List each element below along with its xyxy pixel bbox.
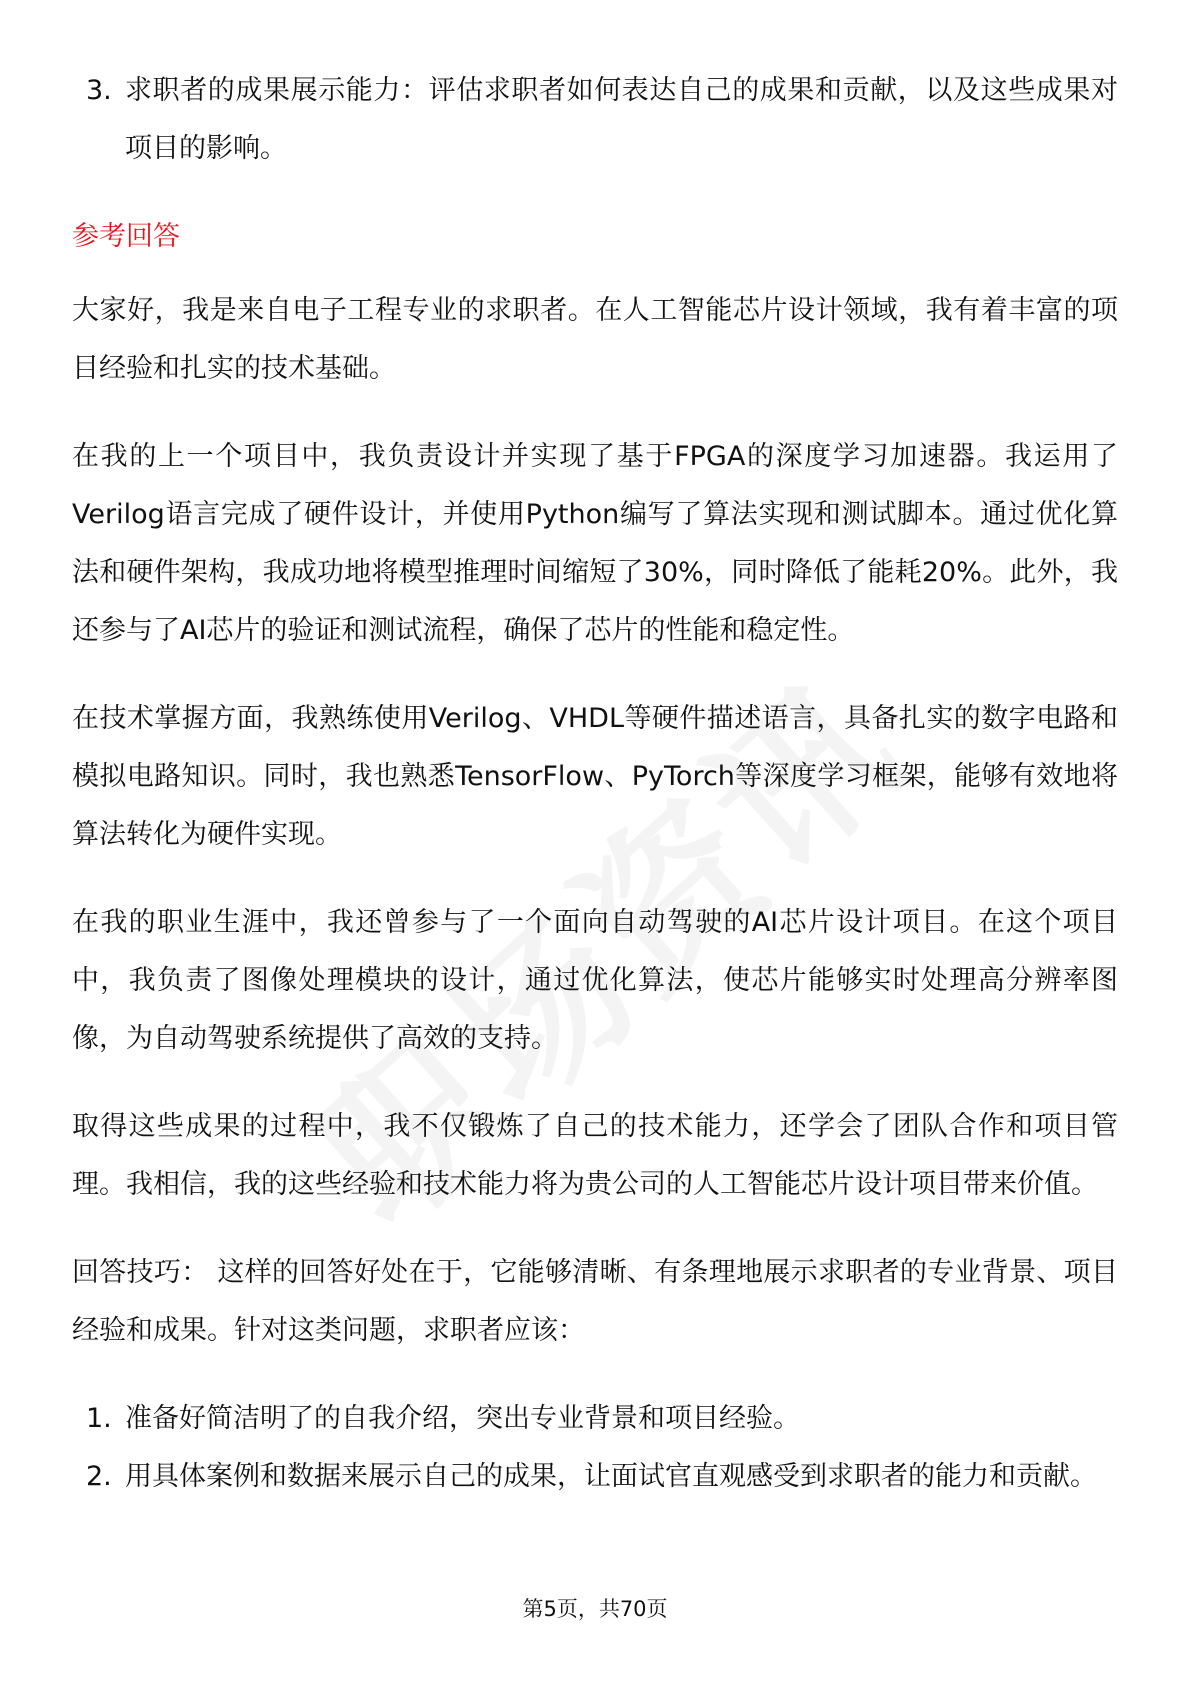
list-number: 2. bbox=[86, 1461, 112, 1492]
list-text: 用具体案例和数据来展示自己的成果，让面试官直观感受到求职者的能力和贡献。 bbox=[125, 1461, 1097, 1492]
list-text: 准备好简洁明了的自我介绍，突出专业背景和项目经验。 bbox=[125, 1403, 800, 1434]
page-content bbox=[72, 62, 1118, 1536]
tips-list bbox=[72, 1390, 1118, 1506]
list-item bbox=[72, 62, 1118, 178]
list-item bbox=[72, 1448, 1118, 1506]
tips-paragraph: 回答技巧： 这样的回答好处在于，它能够清晰、有条理地展示求职者的专业背景、项目经验和成果。针对这类问题，求职者应该： bbox=[72, 1257, 1118, 1346]
list-text: 求职者的成果展示能力：评估求职者如何表达自己的成果和贡献，以及这些成果对项目的影响。 bbox=[125, 75, 1118, 164]
list-number: 3. bbox=[86, 75, 112, 106]
answer-paragraph: 在我的上一个项目中，我负责设计并实现了基于FPGA的深度学习加速器。我运用了Verilog语言完成了硬件设计，并使用Python编写了算法实现和测试脚本。通过优化算法和硬件架构，我成功地将模型推理时间缩短了30%，同时降低了能耗20%。此外，我还参与了AI芯片的验证和测试流程，确保了芯片的性能和稳定性。 bbox=[72, 441, 1118, 646]
section-title: 参考回答 bbox=[72, 221, 180, 252]
list-item bbox=[72, 1390, 1118, 1448]
answer-paragraph: 在我的职业生涯中，我还曾参与了一个面向自动驾驶的AI芯片设计项目。在这个项目中，我负责了图像处理模块的设计，通过优化算法，使芯片能够实时处理高分辨率图像，为自动驾驶系统提供了高效的支持。 bbox=[72, 907, 1118, 1054]
page-footer: 第5页，共70页 bbox=[522, 1597, 668, 1621]
answer-paragraph: 取得这些成果的过程中，我不仅锻炼了自己的技术能力，还学会了团队合作和项目管理。我相信，我的这些经验和技术能力将为贵公司的人工智能芯片设计项目带来价值。 bbox=[72, 1111, 1118, 1200]
list-number: 1. bbox=[86, 1403, 112, 1434]
criteria-list bbox=[72, 62, 1118, 178]
answer-paragraph: 在技术掌握方面，我熟练使用Verilog、VHDL等硬件描述语言，具备扎实的数字电路和模拟电路知识。同时，我也熟悉TensorFlow、PyTorch等深度学习框架，能够有效地将算法转化为硬件实现。 bbox=[72, 703, 1118, 850]
answer-paragraph: 大家好，我是来自电子工程专业的求职者。在人工智能芯片设计领域，我有着丰富的项目经验和扎实的技术基础。 bbox=[72, 295, 1118, 384]
